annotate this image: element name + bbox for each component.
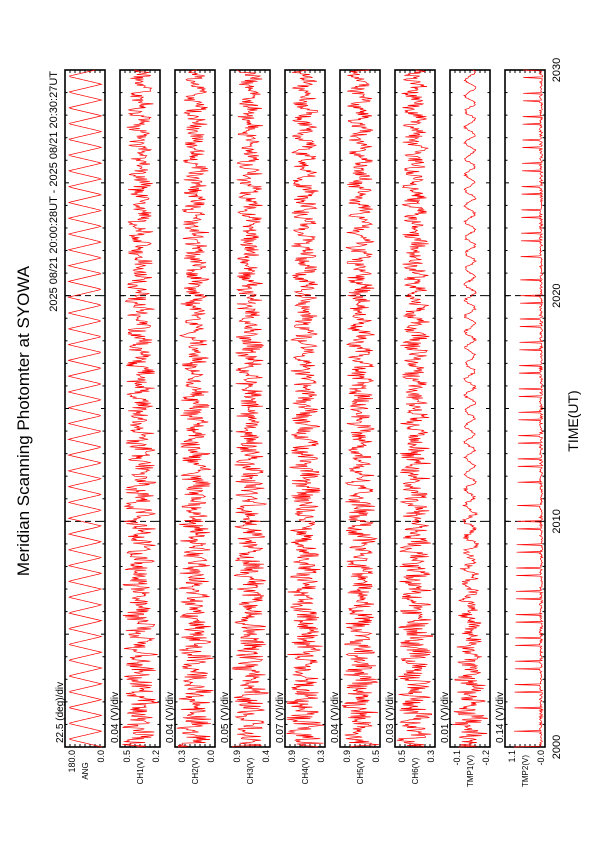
y-tick-label-top: 0.9 bbox=[342, 750, 352, 763]
panel-1 bbox=[110, 70, 161, 784]
x-tick-label: 2000 bbox=[551, 734, 563, 760]
x-axis-label: TIME(UT) bbox=[565, 390, 581, 452]
y-tick-label-bottom: 0.4 bbox=[261, 750, 271, 763]
panel-scale-label: 0.01 (V)/div bbox=[440, 691, 451, 743]
panel-scale-label: 0.04 (V)/div bbox=[110, 691, 121, 743]
y-tick-label-bottom: 0.0 bbox=[206, 750, 216, 763]
panel-2 bbox=[165, 70, 216, 784]
panel-0 bbox=[55, 70, 106, 780]
y-tick-label-top: 0.5 bbox=[122, 750, 132, 763]
panel-scale-label: 0.04 (V)/div bbox=[330, 691, 341, 743]
panel-3 bbox=[220, 70, 271, 784]
y-axis-label: CH6(V) bbox=[411, 757, 420, 785]
y-tick-label-bottom: 0.2 bbox=[151, 750, 161, 763]
y-axis-label: ANG bbox=[81, 762, 90, 780]
series-line-0 bbox=[68, 70, 102, 747]
y-tick-label-bottom: 0.5 bbox=[371, 750, 381, 763]
panel-scale-label: 0.07 (V)/div bbox=[275, 691, 286, 743]
panel-scale-label: 0.14 (V)/div bbox=[495, 691, 506, 743]
y-axis-label: CH5(V) bbox=[356, 757, 365, 785]
panel-8 bbox=[495, 70, 546, 787]
series-line-3 bbox=[232, 70, 268, 747]
y-axis-label: CH1(V) bbox=[136, 757, 145, 785]
panel-scale-label: 0.03 (V)/div bbox=[385, 691, 396, 743]
y-tick-label-top: 0.9 bbox=[287, 750, 297, 763]
y-axis-label: CH3(V) bbox=[246, 757, 255, 785]
panel-scale-label: 0.04 (V)/div bbox=[165, 691, 176, 743]
y-tick-label-bottom: 0.3 bbox=[426, 750, 436, 763]
panel-6 bbox=[385, 70, 436, 784]
panel-5 bbox=[330, 70, 381, 784]
x-tick-label: 2020 bbox=[551, 283, 563, 308]
chart-title: Meridian Scanning Photomter at SYOWA bbox=[14, 265, 33, 577]
series-line-2 bbox=[177, 70, 214, 747]
panel-4 bbox=[275, 70, 326, 784]
series-line-4 bbox=[287, 70, 324, 747]
series-line-8 bbox=[514, 70, 543, 747]
y-axis-label: CH4(V) bbox=[301, 757, 310, 785]
y-tick-label-top: -0.1 bbox=[452, 750, 462, 766]
y-axis-label: CH2(V) bbox=[191, 757, 200, 785]
y-tick-label-top: 0.5 bbox=[397, 750, 407, 763]
panel-scale-label: 0.05 (V)/div bbox=[220, 691, 231, 743]
y-tick-label-top: 180.0 bbox=[67, 750, 77, 773]
series-line-1 bbox=[122, 70, 158, 747]
panel-scale-label: 22.5 (deg)/div bbox=[55, 681, 66, 743]
panel-7 bbox=[440, 70, 491, 787]
x-tick-label: 2030 bbox=[551, 57, 563, 83]
series-line-6 bbox=[397, 70, 433, 747]
y-axis-label: TMP1(V) bbox=[466, 755, 475, 787]
y-axis-label: TMP2(V) bbox=[521, 755, 530, 787]
series-line-7 bbox=[453, 70, 488, 747]
y-tick-label-bottom: -0.0 bbox=[536, 750, 546, 766]
chart-subtitle: 2025 08/21 20:00:28UT - 2025 08/21 20:30:27UT bbox=[48, 71, 60, 312]
y-tick-label-bottom: -0.2 bbox=[481, 750, 491, 766]
y-tick-label-bottom: 0.3 bbox=[316, 750, 326, 763]
y-tick-label-top: 0.3 bbox=[177, 750, 187, 763]
series-line-5 bbox=[342, 70, 379, 747]
y-tick-label-top: 0.9 bbox=[232, 750, 242, 763]
x-tick-label: 2010 bbox=[551, 509, 563, 534]
y-tick-label-top: 1.1 bbox=[507, 750, 517, 763]
y-tick-label-bottom: 0.0 bbox=[96, 750, 106, 763]
